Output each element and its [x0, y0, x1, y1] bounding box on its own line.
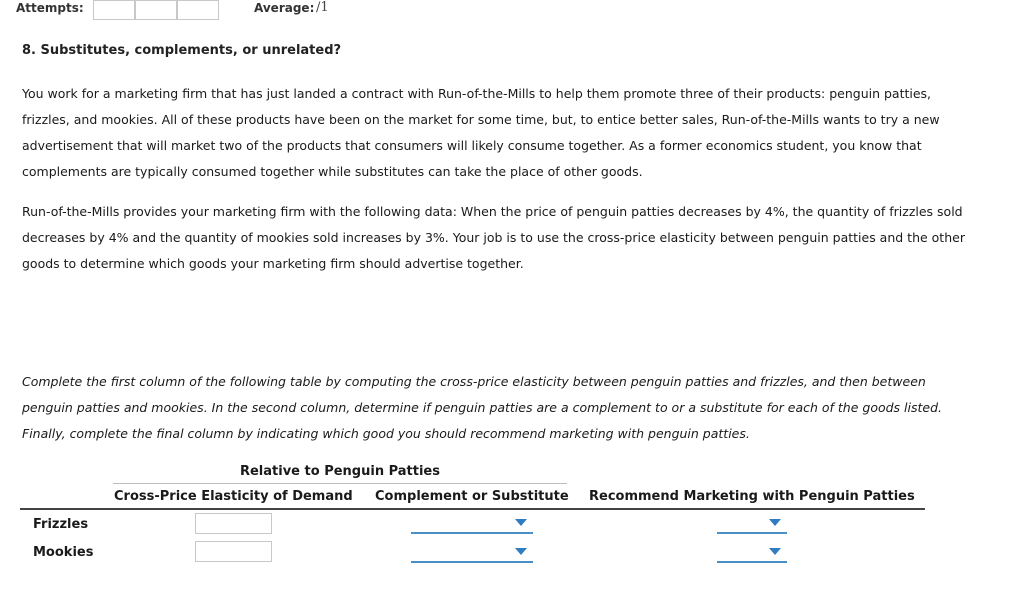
column-header-complement-substitute: Complement or Substitute [375, 489, 569, 504]
header-divider [20, 508, 925, 510]
attempts-bar [0, 0, 1024, 20]
mookies-elasticity-input[interactable] [195, 541, 272, 562]
chevron-down-icon [769, 519, 781, 526]
frizzles-recommend-dropdown[interactable] [717, 514, 787, 534]
attempts-label: Attempts: [16, 1, 84, 15]
data-line: goods to determine which goods your marketing firm should advertise together. [22, 256, 524, 271]
intro-line: complements are typically consumed together while substitutes can take the place of other goods. [22, 164, 643, 179]
mookies-complement-substitute-dropdown[interactable] [411, 543, 533, 563]
frizzles-elasticity-input[interactable] [195, 513, 272, 534]
data-line: decreases by 4% and the quantity of mookies sold increases by 3%. Your job is to use the cross-price elasticity between penguin patties and the other [22, 230, 965, 245]
instructions-line: Finally, complete the final column by indicating which good you should recommend marketing with penguin patties. [22, 426, 750, 441]
attempt-box-2 [135, 0, 177, 20]
column-header-elasticity: Cross-Price Elasticity of Demand [114, 489, 353, 504]
data-line: Run-of-the-Mills provides your marketing firm with the following data: When the price of penguin patties decreases by 4%, the quantity of frizzles sold [22, 204, 963, 219]
instructions-paragraph [22, 369, 1022, 447]
attempt-box-1 [93, 0, 135, 20]
attempt-box-3 [177, 0, 219, 20]
intro-line: advertisement that will market two of the products that consumers will likely consume together. As a former economics student, you know that [22, 138, 922, 153]
row-label-mookies: Mookies [33, 545, 94, 560]
chevron-down-icon [515, 548, 527, 555]
chevron-down-icon [769, 548, 781, 555]
intro-line: You work for a marketing firm that has just landed a contract with Run-of-the-Mills to help them promote three of their products: penguin patties, [22, 86, 932, 101]
column-header-recommend: Recommend Marketing with Penguin Patties [589, 489, 915, 504]
intro-line: frizzles, and mookies. All of these products have been on the market for some time, but, to entice better sales, Run-of-the-Mills wants to try a new [22, 112, 940, 127]
instructions-line: Complete the first column of the following table by computing the cross-price elasticity between penguin patties and frizzles, and then between [22, 374, 926, 389]
average-value: /1 [316, 0, 329, 15]
data-paragraph [22, 199, 1022, 277]
chevron-down-icon [515, 519, 527, 526]
intro-paragraph [22, 81, 1022, 185]
question-title: 8. Substitutes, complements, or unrelated? [22, 43, 342, 58]
mookies-recommend-dropdown[interactable] [717, 543, 787, 563]
row-label-frizzles: Frizzles [33, 517, 89, 532]
group-divider [113, 483, 567, 484]
instructions-line: penguin patties and mookies. In the second column, determine if penguin patties are a complement to or a substitute for each of the goods listed. [22, 400, 942, 415]
frizzles-complement-substitute-dropdown[interactable] [411, 514, 533, 534]
average-label: Average: [254, 1, 315, 15]
group-header: Relative to Penguin Patties [239, 464, 440, 479]
